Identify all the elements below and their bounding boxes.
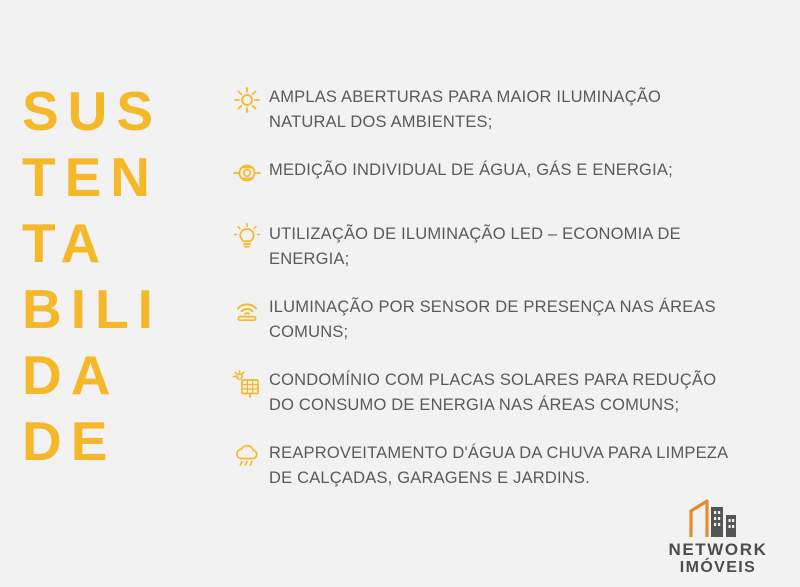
list-item-label: AMPLAS ABERTURAS PARA MAIOR ILUMINAÇÃO NATURAL DOS AMBIENTES; [269, 88, 662, 131]
list-item [225, 222, 770, 272]
title-line: DA [22, 344, 120, 406]
title-line: DE [22, 410, 117, 472]
list-item-label: CONDOMÍNIO COM PLACAS SOLARES PARA REDUÇÃO DO CONSUMO DE ENERGIA NAS ÁREAS COMUNS; [269, 371, 717, 414]
water-meter-icon [225, 158, 269, 199]
logo-name: NETWORK [668, 540, 768, 559]
title-line: BILI [22, 278, 162, 340]
title-line: SUS [22, 80, 163, 142]
list-item-label: UTILIZAÇÃO DE ILUMINAÇÃO LED – ECONOMIA DE ENERGIA; [269, 225, 681, 268]
logo-mark-icon [685, 497, 751, 539]
list-item [225, 158, 770, 199]
list-item-label: MEDIÇÃO INDIVIDUAL DE ÁGUA, GÁS E ENERGIA; [269, 161, 673, 179]
list-item-label: ILUMINAÇÃO POR SENSOR DE PRESENÇA NAS ÁREAS COMUNS; [269, 298, 716, 341]
list-item [225, 368, 770, 418]
solar-panel-icon [225, 368, 269, 409]
page-title [0, 0, 215, 587]
list-item [225, 295, 770, 345]
list-item [225, 441, 770, 491]
title-line: TEN [22, 146, 159, 208]
logo [658, 497, 778, 577]
motion-sensor-icon [225, 295, 269, 336]
lightbulb-icon [225, 222, 269, 263]
title-line: TA [22, 212, 110, 274]
sun-icon [225, 85, 269, 126]
rain-cloud-icon [225, 441, 269, 482]
list-item-label: REAPROVEITAMENTO D'ÁGUA DA CHUVA PARA LIMPEZA DE CALÇADAS, GARAGENS E JARDINS. [269, 444, 728, 487]
list-item [225, 85, 770, 135]
logo-subname: IMÓVEIS [679, 559, 757, 576]
